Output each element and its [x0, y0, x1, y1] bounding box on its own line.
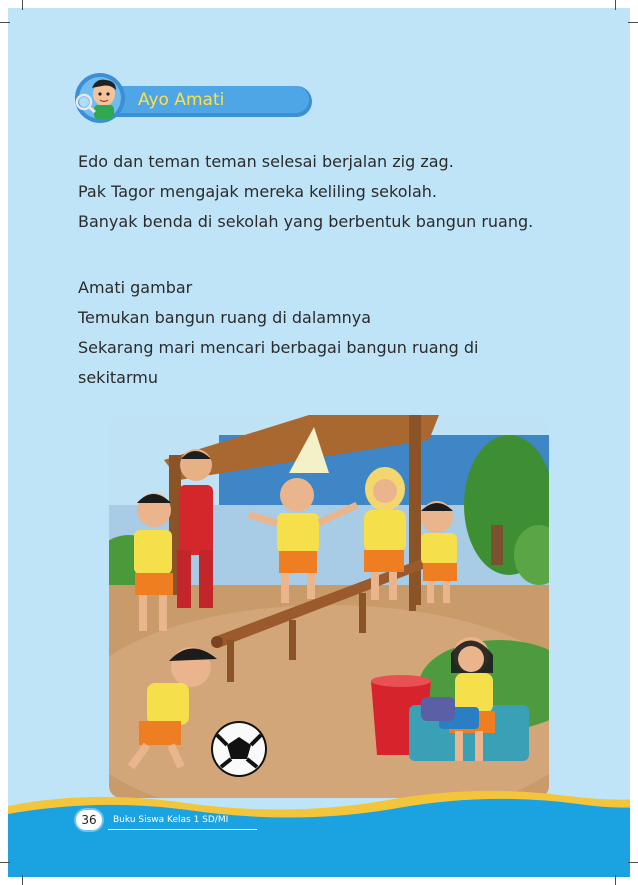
crop-mark [628, 22, 638, 23]
page-number-badge [74, 808, 104, 832]
instruction-line: sekitarmu [78, 368, 158, 387]
instruction-line: Sekarang mari mencari berbagai bangun ruang di [78, 338, 479, 357]
page-number: 36 [81, 813, 97, 827]
crop-mark [615, 875, 616, 885]
mascot-magnifier-icon [70, 72, 134, 124]
intro-line: Pak Tagor mengajak mereka keliling sekolah. [78, 182, 437, 201]
crop-mark [0, 862, 10, 863]
crop-mark [628, 862, 638, 863]
crop-mark [22, 0, 23, 10]
footer-divider [108, 829, 257, 830]
instruction-line: Temukan bangun ruang di dalamnya [78, 308, 372, 327]
intro-paragraph [78, 147, 533, 237]
instructions-paragraph [78, 273, 479, 393]
crop-mark [22, 875, 23, 885]
intro-line: Banyak benda di sekolah yang berbentuk bangun ruang. [78, 212, 534, 231]
crop-mark [615, 0, 616, 10]
section-badge [70, 72, 260, 124]
badge-label: Ayo Amati [138, 90, 225, 110]
footer-book-title: Buku Siswa Kelas 1 SD/MI [113, 815, 229, 825]
crop-mark [0, 22, 10, 23]
intro-line: Edo dan teman teman selesai berjalan zig zag. [78, 152, 454, 171]
page-background [8, 8, 630, 877]
schoolyard-illustration [109, 415, 549, 798]
instruction-line: Amati gambar [78, 278, 193, 297]
